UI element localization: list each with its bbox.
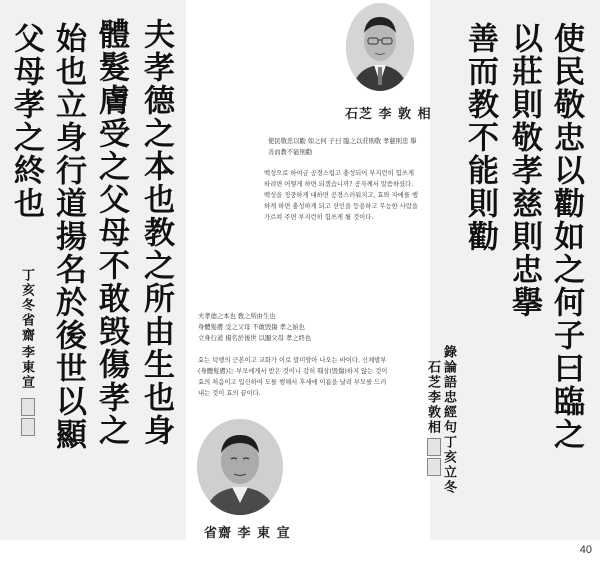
page-number: 40	[579, 544, 592, 556]
author-name: 石芝 李 敦 相	[345, 107, 432, 122]
author-name: 省齋 李 東 宣	[204, 526, 291, 541]
portrait-photo	[197, 419, 283, 515]
korean-translation: 백성으로 하여금 공경스럽고 충성되어 부지런히 힘쓰게 하려면 어떻게 하면 되겠습니까? 공자께서 말씀하셨다. 백성을 정중하게 대하면 공경스러워지고, 효와 자애를 행하게 하면 충성하게 되고 선인을 등용하고 무능한 사람을 가르쳐 주면 부지런히 힘쓰게 될 것이다.	[264, 170, 418, 221]
hanja-line: 夫孝德之本也 敎之所由生也	[198, 313, 276, 320]
calligraphy-signature-name: 石芝李敦相	[425, 360, 440, 435]
right-calligraphy-panel	[425, 0, 600, 540]
calligraphy-column-4: 父母孝之終也	[8, 22, 44, 220]
seal-stamp	[21, 398, 35, 416]
left-calligraphy-panel	[0, 0, 186, 540]
calligraphy-signature-date: 丁亥冬省齋	[19, 268, 34, 343]
seal-stamp	[427, 438, 441, 456]
calligraphy-column-1: 使民敬忠以勸如之何子曰臨之	[548, 22, 584, 451]
calligraphy-column-3: 善而教不能則勸	[462, 22, 498, 253]
calligraphy-column-3: 始也立身行道揚名於後世以顯	[50, 22, 86, 451]
hanja-line: 身體髮膚 受之父母 不敢毁傷 孝之始也	[198, 324, 305, 331]
korean-translation: 효는 덕행의 근본이고 교화가 이로 말미암아 나오는 바이다. 신체발부(身體髮膚)는 부모에게서 받은 것이니 감히 훼상(毁傷)하지 않는 것이 효의 처음이고 입신하여 도를 행해서 후세에 이름을 날려 부모를 드러내는 것이 효의 끝이다.	[198, 357, 388, 397]
calligraphy-signature-date: 錄論語忠經句丁亥立冬	[441, 345, 456, 495]
calligraphy-column-2: 以莊則敬孝慈則忠擧	[506, 22, 542, 319]
calligraphy-signature-name: 李東宣	[19, 345, 34, 390]
calligraphy-column-2: 體髮膚受之父母不敢毁傷孝之	[93, 18, 129, 447]
hanja-text	[198, 311, 428, 344]
hanja-line: 立身行道 揚名於後世 以顯父母 孝之終也	[198, 335, 312, 342]
calligraphy-column-1: 夫孝德之本也教之所由生也身	[138, 18, 174, 447]
author-portrait	[197, 419, 283, 515]
seal-stamp	[21, 418, 35, 436]
hanja-text: 使民敬忠以勸 如之何 子曰 臨之以莊則敬 孝慈則忠 擧善而教不能則勸	[268, 138, 417, 156]
seal-stamp	[427, 458, 441, 476]
portrait-photo	[346, 3, 414, 91]
author-portrait	[346, 3, 414, 91]
